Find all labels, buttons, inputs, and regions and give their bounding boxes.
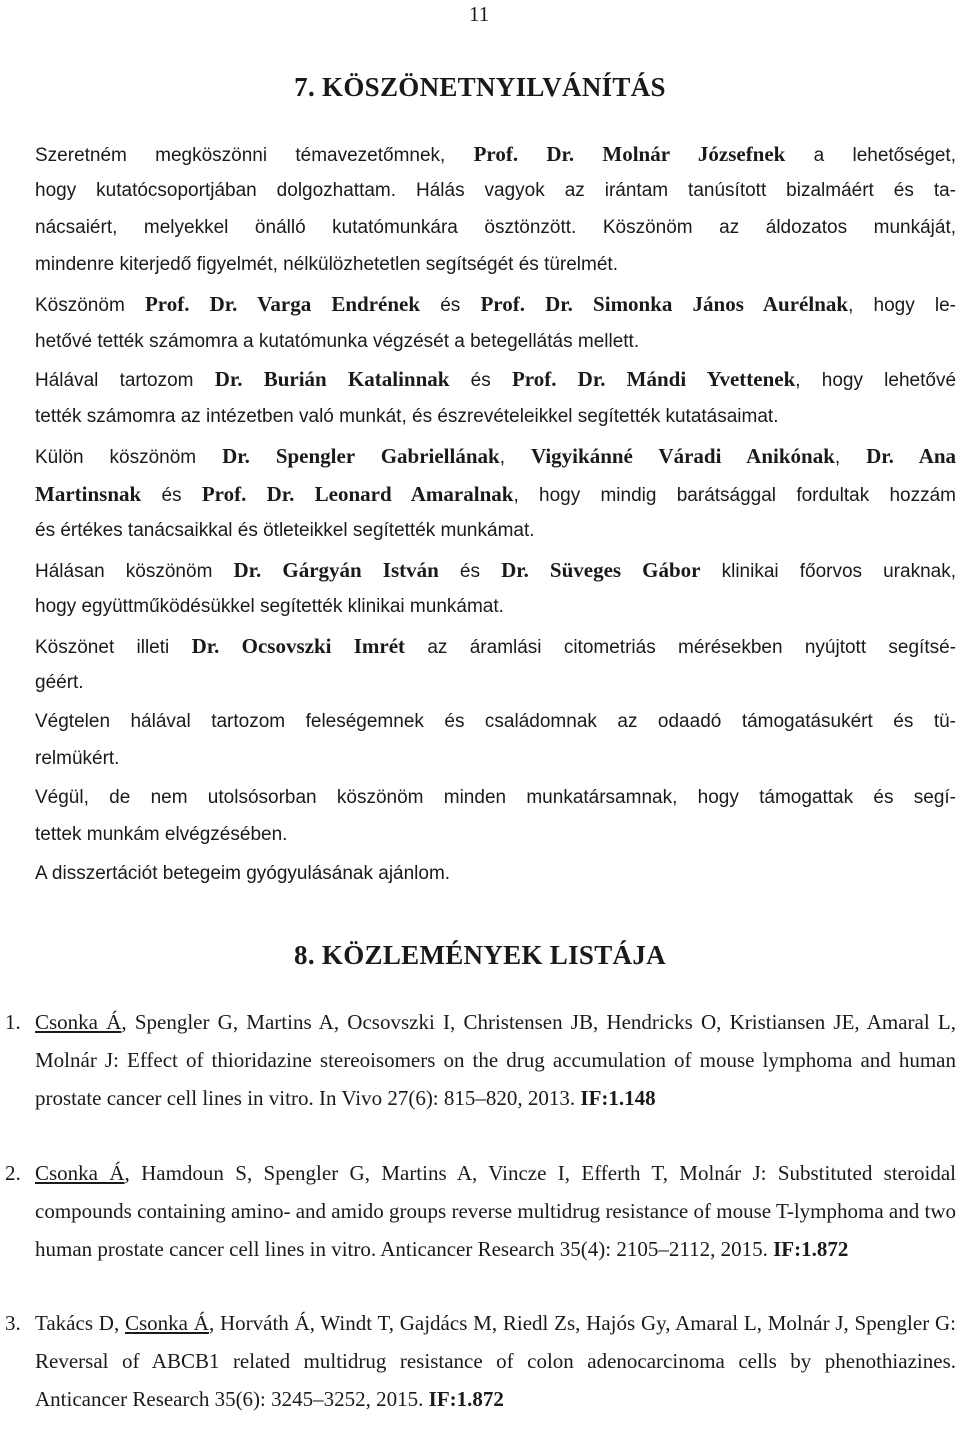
ack-name: Vigyikánné Váradi Anikónak	[530, 444, 835, 468]
ack-line: tették számomra az intézetben való munkát, és észrevételeikkel segítették kutatásaimat.	[35, 406, 779, 427]
publication-item	[5, 1003, 956, 1117]
ack-name: Dr. Spengler Gabriellának	[222, 444, 500, 468]
publication-citation: , Hamdoun S, Spengler G, Martins A, Vincze I, Efferth T, Molnár J: Substituted steroidal compounds containing amino- and amido groups reverse multidrug resistance of mouse T-lymphoma and two human prostate cancer cell lines in vitro. Anticancer Research 35(4): 2105–2112, 2015.	[35, 1161, 956, 1261]
ack-name: Prof. Dr. Simonka János Aurélnak	[480, 292, 849, 316]
ack-name: Prof. Dr. Leonard Amaralnak	[201, 482, 514, 506]
ack-line: és értékes tanácsaikkal és ötleteikkel segítették munkámat.	[35, 520, 535, 541]
ack-name: Prof. Dr. Varga Endrének	[144, 292, 421, 316]
ack-line: hogy együttműködésükkel segítették klinikai munkámat.	[35, 596, 504, 617]
ack-line	[35, 366, 956, 394]
ack-line: géért.	[35, 672, 84, 693]
impact-factor: IF:1.872	[428, 1387, 504, 1411]
publication-item	[5, 1304, 956, 1418]
publication-number: 1.	[5, 1010, 21, 1034]
ack-text: klinikai főorvos uraknak,	[700, 561, 956, 582]
ack-name: Dr. Gárgyán István	[233, 558, 439, 582]
publication-number: 2.	[5, 1161, 21, 1185]
ack-line	[35, 291, 956, 319]
ack-line: hetővé tették számomra a kutatómunka végzését a betegellátás mellett.	[35, 331, 640, 352]
ack-name: Dr. Süveges Gábor	[501, 558, 701, 582]
ack-text: , hogy lehetővé	[795, 370, 957, 391]
ack-text: Külön köszönöm	[35, 447, 223, 468]
ack-name: Prof. Dr. Mándi Yvettenek	[511, 367, 796, 391]
publication-item	[5, 1154, 956, 1268]
ack-text: ,	[499, 447, 531, 468]
ack-text: és	[141, 485, 202, 506]
publication-author-highlight: Csonka Á	[124, 1311, 209, 1335]
ack-line: hogy kutatócsoportjában dolgozhattam. Hálás vagyok az irántam tanúsított bizalmáért és ta-	[35, 180, 956, 201]
ack-text: Köszönet illeti	[35, 637, 192, 658]
ack-line: relmükért.	[35, 748, 120, 769]
publication-author-highlight: Csonka Á	[35, 1010, 122, 1034]
section-8-heading: 8. KÖZLEMÉNYEK LISTÁJA	[294, 940, 666, 970]
section-7-heading: 7. KÖSZÖNETNYILVÁNÍTÁS	[294, 72, 666, 102]
ack-line: A disszertációt betegeim gyógyulásának ajánlom.	[35, 863, 451, 884]
ack-text: a lehetőséget,	[785, 145, 956, 166]
ack-text: ,	[834, 447, 867, 468]
ack-line	[35, 557, 956, 585]
impact-factor: IF:1.872	[773, 1237, 849, 1261]
ack-name: Martinsnak	[35, 482, 142, 506]
ack-line	[35, 443, 956, 471]
ack-line	[35, 481, 956, 509]
impact-factor: IF:1.148	[580, 1086, 656, 1110]
ack-text: Hálával tartozom	[35, 370, 215, 391]
ack-text: az áramlási citometriás mérésekben nyújtott segítsé-	[405, 637, 956, 658]
ack-line: Végül, de nem utolsósorban köszönöm minden munkatársamnak, hogy támogattak és segí-	[35, 787, 956, 808]
ack-name: Dr. Burián Katalinnak	[214, 367, 450, 391]
page-number: 11	[469, 2, 490, 26]
ack-text: , hogy le-	[848, 295, 957, 316]
publication-authors-pre: Takács D,	[35, 1311, 125, 1335]
ack-line	[35, 633, 956, 661]
ack-line	[35, 141, 956, 169]
ack-text: és	[449, 370, 512, 391]
ack-line: mindenre kiterjedő figyelmét, nélkülözhetetlen segítségét és türelmét.	[35, 254, 618, 275]
publication-author-highlight: Csonka Á	[35, 1161, 125, 1185]
ack-name: Prof. Dr. Molnár Józsefnek	[473, 142, 786, 166]
ack-text: és	[420, 295, 481, 316]
ack-text: Szeretném megköszönni témavezetőmnek,	[35, 145, 474, 166]
ack-text: és	[438, 561, 502, 582]
ack-text: Hálásan köszönöm	[35, 561, 234, 582]
ack-name: Dr. Ocsovszki Imrét	[191, 634, 406, 658]
ack-line: tettek munkám elvégzésében.	[35, 824, 288, 845]
ack-line: nácsaiért, melyekkel önálló kutatómunkára ösztönzött. Köszönöm az áldozatos munkáját,	[35, 217, 956, 238]
ack-line: Végtelen hálával tartozom feleségemnek és családomnak az odaadó támogatásukért és tü-	[35, 711, 956, 732]
ack-text: , hogy mindig barátsággal fordultak hozzám	[513, 485, 957, 506]
ack-name: Dr. Ana	[866, 444, 957, 468]
publication-citation: , Horváth Á, Windt T, Gajdács M, Riedl Zs, Hajós Gy, Amaral L, Molnár J, Spengler G: Reversal of ABCB1 related multidrug resistance of colon adenocarcinoma cells by phenothiazines. Anticancer Research 35(6): 3245–3252, 2015.	[35, 1311, 956, 1411]
publication-number: 3.	[5, 1311, 21, 1335]
publication-citation: , Spengler G, Martins A, Ocsovszki I, Christensen JB, Hendricks O, Kristiansen JE, Amaral L, Molnár J: Effect of thioridazine stereoisomers on the drug accumulation of mouse lymphoma and human prostate cancer cell lines in vitro. In Vivo 27(6): 815–820, 2013.	[35, 1010, 956, 1110]
ack-text: Köszönöm	[35, 295, 145, 316]
